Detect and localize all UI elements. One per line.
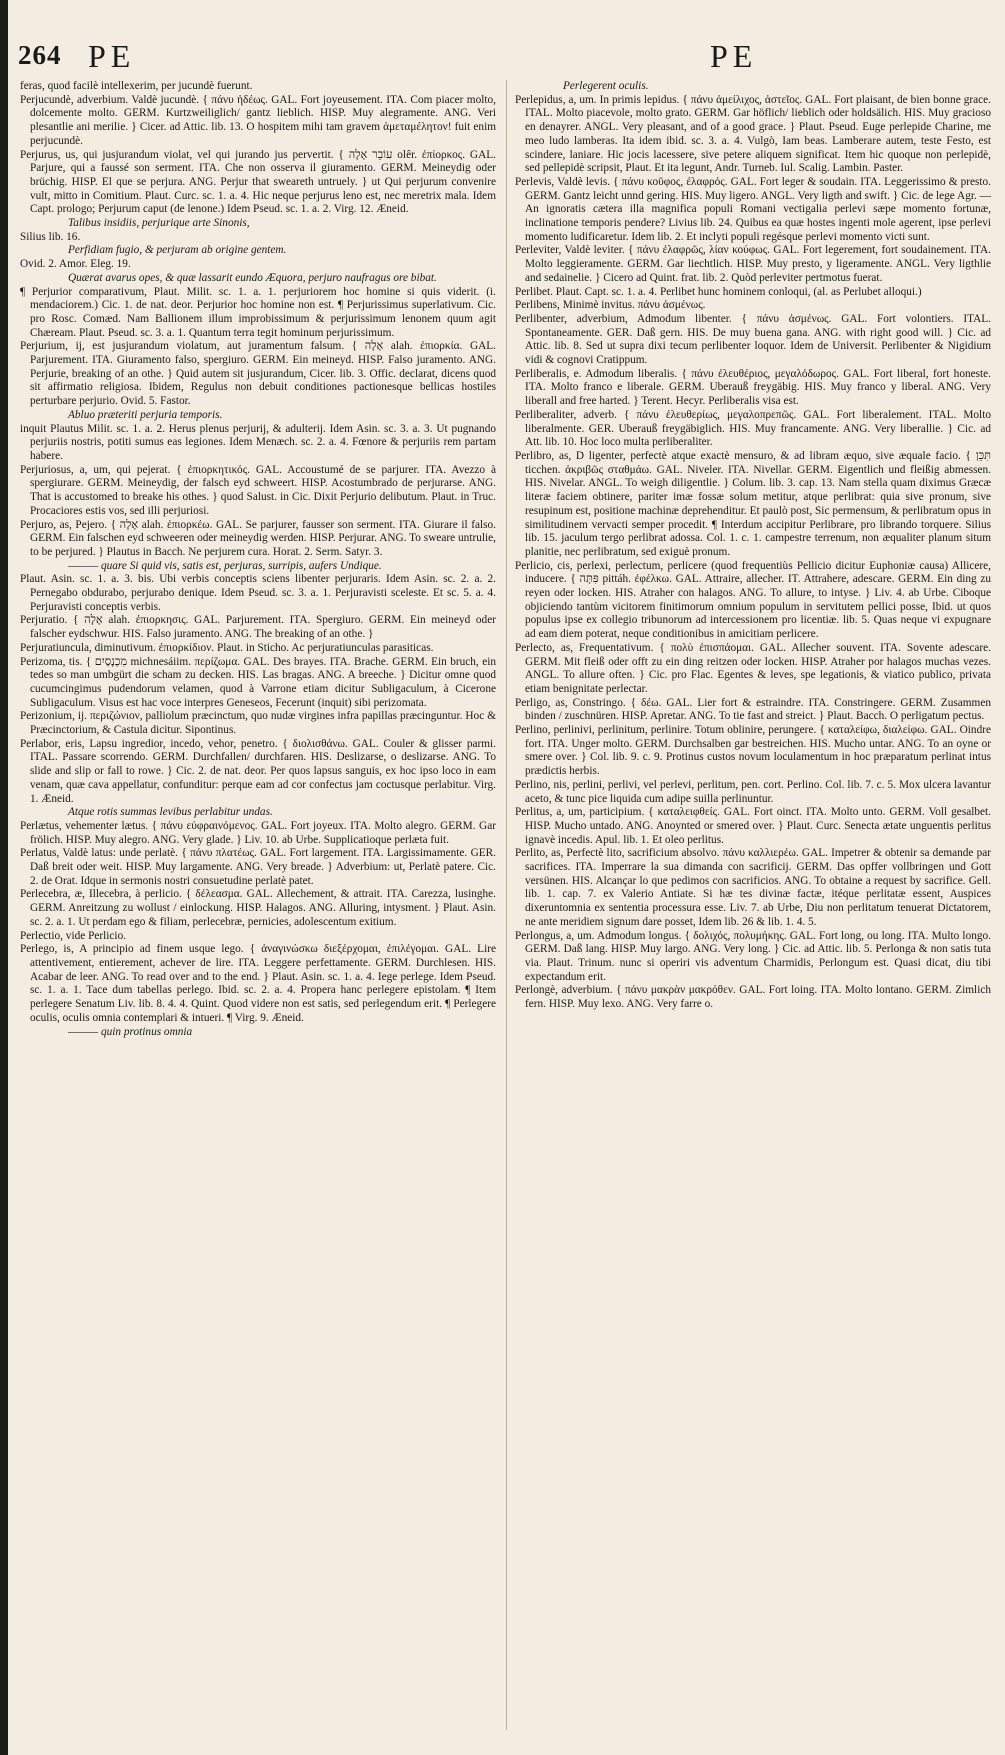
dictionary-entry: Silius lib. 16.: [20, 230, 81, 243]
dictionary-entry: Perlibenter, adverbium, Admodum libenter. { πάνυ ἀσμένως. GAL. Fort volontiers. ITAL. Spontaneamente. GER. Daß gern. HIS. De muy buena gana. ANG. with right good will. } Cic. ad Attic. lib. 8. Sed ut supra dixi tecum perlibenter loquor. Idem de Universit. Perlibenter & Nigidium vidi & cognovi Cratippum.: [515, 312, 991, 367]
verse-quote: ——— quare Si quid vis, satis est, perjuras, surripis, aufers Undique.: [68, 559, 382, 572]
dictionary-entry: Perjuro, as, Pejero. { אָלָה alah. ἐπιορκέω. GAL. Se parjurer, fausser son serment. ITA. Giurare il falso. GERM. Ein falschen eyd schweeren oder meineydig werden. HISP. Perjurar. ANG. To sweare untrulie, to be perjured. } Plautus in Bacch. Ne perjurem cura. Horat. 2. Serm. Satyr. 3.: [20, 518, 496, 558]
dictionary-entry: feras, quod facilè intellexerim, per jucundè fuerunt.: [20, 80, 253, 92]
dictionary-entry: Perizonium, ij. περιζώνιον, palliolum præcinctum, quo nudæ virgines infra papillas præcinguntur. Hoc & Præcinctorium, & Castula dicitur. Sipontinus.: [20, 710, 496, 737]
dictionary-entry: Perjurium, ij, est jusjurandum violatum, aut juramentum falsum. { אָלָה alah. ἐπιορκία. GAL. Parjurement. ITA. Giuramento falso, spergiuro. GERM. Ein meineyd. HISP. Falso juramento. ANG. Perjurie, breaking of an othe. } Quid autem sit jusjurandum, Cicer. lib. 3. Offic. declarat, dicens quod sit affirmatio religiosa. Ibidem, Regulus non debuit conditiones pactionesque bellicas hostiles perturbare perjurio. Ovid. 5. Fastor.: [20, 340, 496, 408]
dictionary-entry: Perlætus, vehementer lætus. { πάνυ εὐφραινόμενος. GAL. Fort joyeux. ITA. Molto alegro. GERM. Gar frölich. HISP. Muy alegro. ANG. Very glade. } Liv. 10. ab Urbe. Supplicatioque perlæta fuit.: [20, 819, 496, 846]
page-header: [18, 36, 987, 76]
dictionary-entry: Perlito, as, Perfectè lito, sacrificium absolvo. πάνυ καλλιερέω. GAL. Impetrer & obtenir sa demande par sacrifices. ITA. Imperrare la sua dimanda con sacrificij. GERM. Das opffer vollbringen und Gott versünen. HIS. Alcançar lo que pedimos con sacrificios. ANG. To obtaine a request by sacrifice. Gell. lib. 1. cap. 7. ex Valerio Antiate. Si hæ tes divinæ factæ, itéque perlitatæ essent, Auspices dixeruntomnia ex sententia processura esse. Liv. 7. ab Urbe, Diu non perlitatum tenuerat Dictatorem, ne ante meridiem signum dare posset, Idem lib. 26 & lib. 1. 4. 5.: [515, 847, 991, 928]
dictionary-entry: Perliberaliter, adverb. { πάνυ ἐλευθερίως, μεγαλοπρεπῶς. GAL. Fort liberalement. ITAL. Molto liberalmente. GER. Uberauß freygäbiglich. HIS. Muy francamente. ANG. Very liberallie. } Cic. ad Att. lib. 10. Hoc loco multa perliberaliter.: [515, 408, 991, 449]
dictionary-entry: ¶ Perjurior comparativum, Plaut. Milit. sc. 1. a. 1. perjuriorem hoc homine si quis viderit. (i. mendaciorem.) Cic. 1. de nat. deor. Perjurior hoc homine non est. ¶ Perjurissimus superlativum. Cic. pro Rosc. Comæd. Nam Ballionem illum improbissimum & perjurissimum lenonem quum agit Chæream. Plaut. Pseud. sc. 3. a. 1. Quantum terra tegit hominum perjurissimum.: [20, 285, 496, 339]
page-number: 264: [18, 40, 62, 70]
verse-quote: Atque rotis summas levibus perlabitur undas.: [68, 806, 273, 819]
dictionary-entry: Perliberalis, e. Admodum liberalis. { πάνυ ἐλευθέριος, μεγαλόδωρος. GAL. Fort liberal, fort honeste. ITA. Molto franco e liberale. GERM. Uberauß freygäbig. HIS. Muy franco y liberal. ANG. Very liberall and free harted. } Terent. Hecyr. Perliberalis visa est.: [515, 367, 991, 408]
running-head-right: PE: [710, 38, 758, 74]
dictionary-entry: Perlongè, adverbium. { πάνυ μακρὰν μακρόθεν. GAL. Fort loing. ITA. Molto lontano. GERM. Zimlich fern. HISP. Muy lexo. ANG. Very farre o.: [515, 984, 991, 1011]
dictionary-entry: Perlatus, Valdè latus: unde perlatè. { πάνυ πλατέως. GAL. Fort largement. ITA. Largissimamente. GER. Daß breit oder weit. HISP. Muy largamente. ANG. Very breade. } Adverbium: ut, Perlatè patere. Cic. 2. de Orat. Idque in sermonis nostri consuetudine perlatè patet.: [20, 847, 496, 887]
dictionary-entry: Perlino, nis, perlini, perlivi, vel perlevi, perlitum, pen. cort. Perlino. Col. lib. 7. c. 5. Mox ulcera lavantur aceto, & tunc pice liquida cum adipe suilla perlinuntur.: [515, 778, 991, 805]
dictionary-entry: inquit Plautus Milit. sc. 1. a. 2. Herus plenus perjurij, & adulterij. Idem Asin. sc. 3. a. 3. Ut pugnando perjuriis nostris, potiti sumus eas legiones. Idem Menæch. sc. 2. a. 4. Fœnore & perjuriis rem partam habere.: [20, 422, 496, 462]
dictionary-entry: Perlicio, cis, perlexi, perlectum, perlicere (quod frequentiùs Pellicio dicitur Euphoniæ causa) Allicere, inducere. { פִּתָּה pittáh. ἐφέλκω. GAL. Attraire, allecher. IT. Attrahere, adescare. GERM. Ein ding zu reyen oder locken. HIS. Atraher con halagos. ANG. To allure, to intyse. } Liv. 4. ab Urbe. Ciboque objiciendo tantùm vicitorem finitimorum omnium populum in servitutem pellici posse, Ibid. ut quos populus ipse ex collegio tribunorum ad intercessionem pro licentiæ. lib. 5. Quas neque vi expugnare ad eam diem poterat, neque conditionibus in amicitiam perlicere.: [515, 559, 991, 641]
verse-quote: Talibus insidiis, perjurique arte Sinonis,: [68, 217, 250, 230]
dictionary-entry: Perlepidus, a, um. In primis lepidus. { πάνυ ἀμείλιχος, ἀστεῖος. GAL. Fort plaisant, de bien bonne grace. ITAL. Molto piacevole, molto grato. GERM. Gar höflich/ lieblich oder holdsälich. HIS. Muy gracioso en denayrer. ANGL. Very pleasant, and of a good grace. } Plaut. Pseud. Euge perlepide Charine, me meo ludo lamberas. Ita idem ibid. sc. 3. a. 4. Vulgò, Iam beas. Lamberare autem, teste Festo, est scindere, laniare. Hic jocis lacessere, sive petere aliquem significat. Item hic quoque non perlepidè, sed pellepidè scripsit, Plaut. Et ita legunt, Andr. Turneb. Iul. Scalig. Lambin. Paster.: [515, 93, 991, 175]
verse-quote: Perlegerent oculis.: [563, 80, 649, 92]
dictionary-entry: Perlego, is, A principio ad finem usque lego. { ἀναγινώσκω διεξέρχομαι, ἐπιλέγομαι. GAL. Lire attentivement, entierement, achever de lire. ITA. Leggere perfettamente. GERM. Durchlesen. HIS. Acabar de leer. ANG. To read over and to the end. } Plaut. Asin. sc. 1. a. 4. Iege perlege. Idem Pseud. sc. 1. a. 1. Tace dum tabellas perlego. Ibid. sc. 2. a. 4. Propera hanc perlegere epistolam. ¶ Item perlegere Senatum Liv. lib. 8. 4. 4. Quint. Quod videre non est satis, sed perlegendum erit. ¶ Perlegere oculis, oculis omnia contemplari & intueri. ¶ Virg. 9. Æneid.: [20, 943, 496, 1024]
dictionary-entry: Perlecebra, æ, Illecebra, à perlicio. { δέλεασμα. GAL. Allechement, & attrait. ITA. Carezza, lusinghe. GERM. Anreitzung zu wollust / einlockung. HISP. Halagos. ANG. Alluring, intysment. } Plaut. Asin. sc. 2. a. 1. Ut perdam ego & filiam, perlecebræ, pernicies, adolescentum exitium.: [20, 888, 496, 928]
dictionary-entry: Perjuratio. { אָלָה alah. ἐπιορκησις. GAL. Parjurement. ITA. Spergiuro. GERM. Ein meineyd oder falscher eydschwur. HIS. Falso juramento. ANG. The breaking of an othe. }: [20, 614, 496, 641]
left-column: [20, 80, 496, 1740]
verse-quote: Perfidiam fugio, & perjuram ab origine gentem.: [68, 244, 287, 257]
dictionary-entry: Perlecto, as, Frequentativum. { πολὺ ἐπισπάομαι. GAL. Allecher souvent. ITA. Sovente adescare. GERM. Mit fleiß oder offt zu ein ding reitzen oder locken. HISP. Atraher por halagos muchas vezes. ANGL. To allure often. } Cic. pro Flac. Egentes & leves, spe legationis, & viatico publico, privata etiam benignitate perlectar.: [515, 641, 991, 695]
dictionary-entry: Perleviter, Valdè leviter. { πάνυ ἐλαφρῶς, λίαν κούφως. GAL. Fort legerement, fort soudainement. ITA. Molto leggieramente. GERM. Gar liechtlich. HISP. Muy presto, y ligeramente. ANGL. Very ligthlie and sedainelie. } Cicero ad Quint. frat. lib. 2. Quòd perleviter pertmotus fuerat.: [515, 244, 991, 284]
dictionary-entry: Perlino, perlinivi, perlinitum, perlinire. Totum oblinire, perungere. { καταλείφω, διαλείφω. GAL. Oindre fort. ITA. Unger molto. GERM. Durchsalben gar bestreichen. HIS. Mucho untar. ANG. To an oyne or smere over. } Col. lib. 9. c. 9. Protinus custos novum loculamentum in hoc præparatum perlinat intus prædictis herbis.: [515, 724, 991, 778]
dictionary-entry: Perizoma, tis. { מִכְנָסַיִם michnesáiim. περίζωμα. GAL. Des brayes. ITA. Brache. GERM. Ein bruch, ein tedes so man umbgürt die scham zu decken. HIS. Las bragas. ANG. A breeche. } Dicitur omne quod cucumcingimus pudendorum velamen, quod à Varrone etiam dicitur Subligaculum, à Cicerone Subligaculum. Visus est hac voce interpres Geneseos, Fecerunt (inquit) sibi perizomata.: [20, 655, 496, 709]
right-column: [515, 80, 991, 1740]
running-head-left: PE: [88, 38, 136, 74]
dictionary-entry: Perlitus, a, um, participium. { καταλειφθείς. GAL. Fort oinct. ITA. Molto unto. GERM. Voll gesalbet. HISP. Mucho untado. ANG. Anoynted or smered over. } Plaut. Curc. Senecta ætate unguentis perlitus ignavè incedis. Apul. lib. 1. Et oleo perlitus.: [515, 806, 991, 846]
dictionary-entry: Perjuratiuncula, diminutivum. ἐπιορκίδιον. Plaut. in Sticho. Ac perjuratiunculas parasiticas.: [20, 641, 434, 654]
verse-quote: ——— quin protinus omnia: [68, 1025, 193, 1038]
dictionary-entry: Perlabor, eris, Lapsu ingredior, incedo, vehor, penetro. { διολισθάνω. GAL. Couler & glisser parmi. ITAL. Passare scorrendo. GERM. Durchfallen/ durchfaren. HIS. Deslizarse, o deslizarse. ANG. To slide and slip or fall to rowe. } Cic. 2. de nat. deor. Per quos lapsus sanguis, ex hoc ipso loco in eam venam, quæ cava appellatur, confunditur: perque eam ad cor confectus jam coctusque perlabitur. Virg. 1. Æneid.: [20, 737, 496, 805]
dictionary-entry: Perlibro, as, D ligenter, perfectè atque exactè mensuro, & ad libram æquo, sive æquale facio. { תִּכֵּן ticchen. ἀκριβῶς σταθμάω. GAL. Niveler. ITA. Nivellar. GERM. Eigentlich und fleißig abmessen. HIS. Nivelar. ANGL. To weigh diligentlie. } Colum. lib. 3. cap. 13. Nam stella quam diximus Græcæ literæ faciem obtinere, pariter imæ fossæ solum metitur, atque perlibrat: quia sive pronum, sive resupinum est, positione machinæ deprehenditur. Et paulò post, Sic permensum, & perlibratum opus in similitudinem vervacti semper procedit. ¶ Interdum accipitur Perlibrare, pro librando torquere. Silius lib. 15. jaculum tergo perlibrat adossa. Col. 1. c. 1. campestre terrenum, non æqualiter planum situm planitie, nec perlibratum, sed exiguè pronum.: [515, 449, 991, 558]
binding-edge: [0, 0, 8, 1755]
dictionary-entry: Ovid. 2. Amor. Eleg. 19.: [20, 258, 131, 271]
dictionary-entry: Perjurus, us, qui jusjurandum violat, vel qui jurando jus pervertit. { עוֹבֵר אָלָה olêr. ἐπίορκος. GAL. Parjure, qui a faussé son serment. ITA. Che non osserva il giuramento. GERM. Meineydig oder brüchig. HISP. El que se perjura. ANG. Perjur that sweareth untruely. } ut Qui perjurum convenire vult, mitto in Comitium. Plaut. Curc. sc. 1. a. 4. Hic neque perjurus leno est, nec meretrix mala. Idem Capt. prologo; Perjurum caput (de lenone.) Idem Pseud. sc. 1. a. 2. Virg. 12. Æneid.: [20, 148, 496, 216]
dictionary-entry: Perlibet. Plaut. Capt. sc. 1. a. 4. Perlibet hunc hominem conloqui, (al. as Perlubet alloqui.): [515, 285, 922, 298]
dictionary-entry: Perlongus, a, um. Admodum longus. { δολιχός, πολυμήκης. GAL. Fort long, ou long. ITA. Multo longo. GERM. Daß lang. HISP. Muy largo. ANG. Very long. } Cic. ad Attic. lib. 5. Perlonga & non satis tuta via. Plaut. Trinum. nunc si operiri vis adventum Charmidis, Perlongum est. Quasi dicat, diu tibi expectandum erit.: [515, 929, 991, 983]
dictionary-entry: Perlibens, Minimè invitus. πάνυ ἀσμένως.: [515, 299, 706, 312]
column-divider: [506, 80, 507, 1730]
dictionary-entry: Plaut. Asin. sc. 1. a. 3. bis. Ubi verbis conceptis sciens libenter perjuraris. Idem Asin. sc. 2. a. 2. Pernegabo obdurabo, perjurabo denique. Idem Pseud. sc. 3. a. 1. Perjuravisti sceleste. Et sc. 5. a. 4. Perjuravisti conceptis verbis.: [20, 573, 496, 613]
dictionary-entry: Perlevis, Valdè levis. { πάνυ κοῦφος, ἐλαφρός. GAL. Fort leger & soudain. ITA. Leggerissimo & presto. GERM. Gantz leicht unnd gering. HIS. Muy ligero. ANGL. Very ligth and swift. } Cic. de lege Agr. — An ignoratis cætera illa magnifica populi Romani vectigalia perlevi sæpe momento fortunæ, inclinatione temporis pendere? Livius lib. 24. Quibus ea quæ hostes ingenti mole agerent, ipse perlevi momento ludificaretur. Idem lib. 2. Et inclyti populi regésque perlevi momento victi sunt.: [515, 175, 991, 243]
dictionary-entry: Perjucundè, adverbium. Valdè jucundè. { πάνυ ἡδέως. GAL. Fort joyeusement. ITA. Com piacer molto, dolcemente molto. GERM. Kurtzweiliglich/ gantz lieblich. HISP. Muy alegramente. ANG. Veri plesantlie ani merilie. } Cicer. ad Attic. lib. 13. O hospitem mihi tam gravem ἀμεταμέλητον! fuit enim perjucundè.: [20, 93, 496, 147]
verse-quote: Quærat avarus opes, & quæ lassarit eundo Æquora, perjuro naufragus ore bibat.: [68, 271, 437, 284]
verse-quote: Abluo præteriti perjuria temporis.: [68, 408, 223, 421]
dictionary-entry: Perjuriosus, a, um, qui pejerat. { ἐπιορκητικός. GAL. Accoustumé de se parjurer. ITA. Avezzo à spergiurare. GERM. Meineydig, der falsch eyd schweert. HISP. Acostumbrado de perjurarse. ANG. That is accustomed to breake his othes. } quod Salust. in Cic. Dixit Perjurio delibutum. Plaut. in Truc. Procaciores estis vos, sed illi perjuriosi.: [20, 463, 496, 517]
dictionary-entry: Perlectio, vide Perlicio.: [20, 929, 127, 942]
dictionary-entry: Perligo, as, Constringo. { δέω. GAL. Lier fort & estraindre. ITA. Constringere. GERM. Zusammen binden / zuschnüren. HISP. Apretar. ANG. To tie fast and streict. } Plaut. Bacch. O perligatum pectus.: [515, 696, 991, 723]
